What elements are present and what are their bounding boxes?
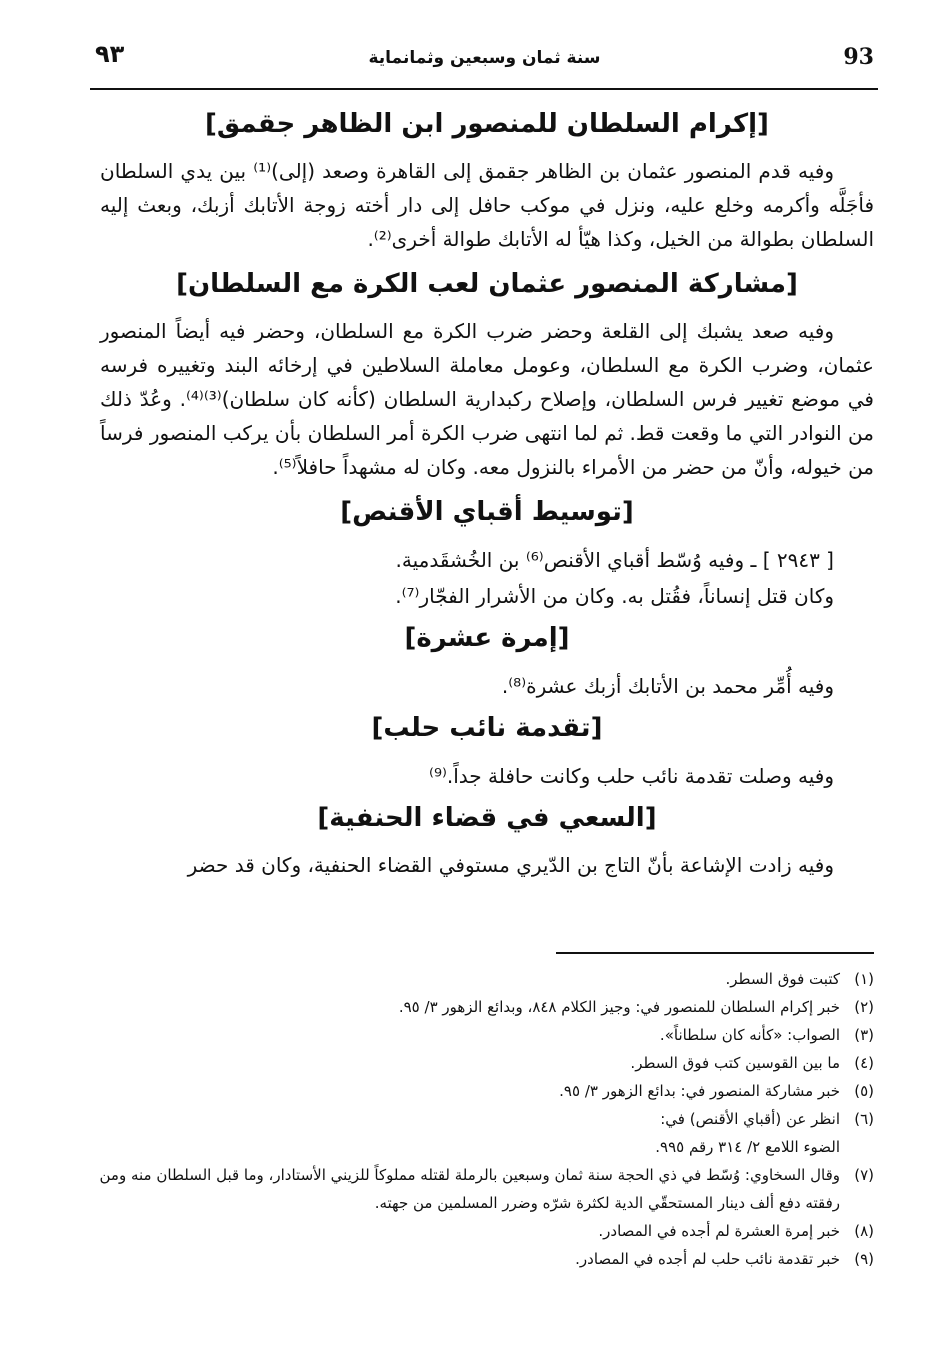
footnote-number: (٩) xyxy=(854,1250,874,1268)
section-hanafi-judgeship xyxy=(100,800,874,882)
section-heading: [السعي في قضاء الحنفية] xyxy=(317,803,657,833)
footnote-text: وقال السخاوي: وُسّط في ذي الحجة سنة ثمان وسبعين بالرملة لقتله مملوكاً للزيني الأستادار، وما قبل السلطان منه ومن رفقته دفع ألف دينار المستحقّي الدية لكثرة شرّه وضرر المسلمين من جهته. xyxy=(99,1166,840,1212)
header-rule xyxy=(90,88,878,90)
entry-line: وكان قتل إنساناً، فقُتل به. وكان من الأشرار الفجّار⁽⁷⁾. xyxy=(395,584,834,608)
section-aleppo-gift xyxy=(100,710,874,794)
footnote-text: الضوء اللامع ٢/ ٣١٤ رقم ٩٩٥. xyxy=(655,1138,840,1156)
footnote-number: (٦) xyxy=(854,1110,874,1128)
section-emirate xyxy=(100,620,874,704)
footnote-number: (٣) xyxy=(854,1026,874,1044)
page-header xyxy=(95,40,874,84)
page-number-arabic: ٩٣ xyxy=(95,40,125,68)
footnote xyxy=(90,1021,874,1049)
footnote xyxy=(90,1105,874,1161)
section-heading: [مشاركة المنصور عثمان لعب الكرة مع السلطان] xyxy=(176,269,798,299)
footnote xyxy=(90,1161,874,1217)
footnote xyxy=(90,993,874,1021)
section-heading: [إكرام السلطان للمنصور ابن الظاهر جقمق] xyxy=(205,109,769,139)
footnote xyxy=(90,1077,874,1105)
entry-line: وفيه أُمِّر محمد بن الأتابك أزبك عشرة⁽⁸⁾. xyxy=(501,674,834,698)
section-heading: [توسيط أقباي الأقنص] xyxy=(340,497,634,527)
footnote-number: (٨) xyxy=(854,1222,874,1240)
footnote-number: (٤) xyxy=(854,1054,874,1072)
footnote xyxy=(90,1217,874,1245)
footnote-rule xyxy=(556,952,874,954)
footnote xyxy=(90,1245,874,1273)
footnote-text: خبر إمرة العشرة لم أجده في المصادر. xyxy=(598,1222,840,1240)
paragraph: وفيه صعد يشبك إلى القلعة وحضر ضرب الكرة مع السلطان، وحضر فيه أيضاً المنصور عثمان، وضرب الكرة مع السلطان، وعومل معاملة السلاطين في إرخائه البند وتغييره فرسه في موضع تغيير فرس السلطان، وإصلاح ركبدارية السلطان (كأنه كان سلطان)⁽³⁾⁽⁴⁾. وعُدّ ذلك من النوادر التي ما وقعت قط. ثم لما انتهى ضرب الكرة أمر السلطان بأن يركب المنصور فرساً من خيوله، وأنّ من حضر من الأمراء بالنزول معه. وكان له مشهداً حافلاً⁽⁵⁾. xyxy=(100,319,874,479)
footnote-text: خبر مشاركة المنصور في: بدائع الزهور ٣/ ٩٥. xyxy=(559,1082,840,1100)
footnote-text: كتبت فوق السطر. xyxy=(725,970,840,988)
footnote-text: ما بين القوسين كتب فوق السطر. xyxy=(630,1054,840,1072)
entry-line: [ ٢٩٤٣ ] ـ وفيه وُسّط أقباي الأقنص⁽⁶⁾ بن الخُشقَدمية. xyxy=(395,548,834,572)
footnote-number: (٧) xyxy=(854,1166,874,1184)
footnote-text: خبر تقدمة نائب حلب لم أجده في المصادر. xyxy=(575,1250,840,1268)
footnote-text: الصواب: «كأنه كان سلطاناً». xyxy=(659,1026,840,1044)
footnote xyxy=(90,1049,874,1077)
paragraph: وفيه زادت الإشاعة بأنّ التاج بن الدّيري مستوفي القضاء الحنفية، وكان قد حضر xyxy=(187,853,834,877)
footnote-text: انظر عن (أقباي الأقنص) في: xyxy=(660,1110,840,1128)
section-polo-game xyxy=(100,266,874,484)
footnotes xyxy=(90,965,874,1273)
section-heading: [تقدمة نائب حلب] xyxy=(371,713,603,743)
footnote-number: (١) xyxy=(854,970,874,988)
footnote-text: خبر إكرام السلطان للمنصور في: وجيز الكلام ٨٤٨، وبدائع الزهور ٣/ ٩٥. xyxy=(398,998,840,1016)
section-execution xyxy=(100,494,874,614)
footnote xyxy=(90,965,874,993)
running-title: سنة ثمان وسبعين وثمانماية xyxy=(368,48,601,68)
footnote-number: (٢) xyxy=(854,998,874,1016)
entry-line: وفيه وصلت تقدمة نائب حلب وكانت حافلة جداً.⁽⁹⁾ xyxy=(429,764,834,788)
section-heading: [إمرة عشرة] xyxy=(404,623,570,653)
section-sultan-honor xyxy=(100,106,874,256)
footnote-number: (٥) xyxy=(854,1082,874,1100)
page-number-latin: 93 xyxy=(843,44,874,70)
paragraph: وفيه قدم المنصور عثمان بن الظاهر جقمق إلى القاهرة وصعد (إلى)⁽¹⁾ بين يدي السلطان فأجَلَّه وأكرمه وخلع عليه، ونزل في موكب حافل إلى دار أخته زوجة الأتابك أزبك، وبعث إليه السلطان بطوالة من الخيل، وكذا هيّأ له الأتابك طوالة أخرى⁽²⁾. xyxy=(100,159,874,251)
main-text xyxy=(100,100,874,892)
